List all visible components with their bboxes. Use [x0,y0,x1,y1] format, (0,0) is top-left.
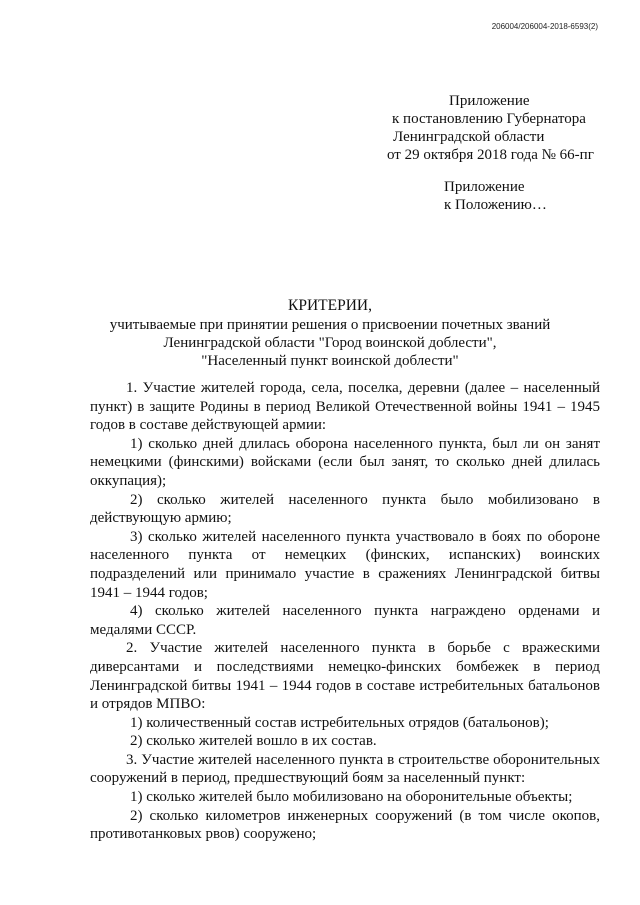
appendix-line: Приложение [444,179,525,195]
document-title [60,297,600,370]
approval-line: Приложение [449,93,530,109]
appendix-line: к Положению… [444,197,547,213]
appendix-block [444,178,547,214]
paragraph: 4) сколько жителей населенного пункта награждено орденами и медалями СССР. [90,603,600,638]
approval-block [387,92,594,164]
paragraph: 2) сколько жителей населенного пункта было мобилизовано в действующую армию; [90,491,600,527]
title-subline: учитываемые при принятии решения о присвоении почетных званий [109,317,551,333]
title-subline: "Населенный пункт воинской доблести" [201,353,459,369]
paragraph: 2. Участие жителей населенного пункта в борьбе с вражескими диверсантами и последствиями немецко-финских бомбежек в период Ленинградской битвы 1941 – 1944 годов в составе истребительных батальонов и отрядов МПВО: [90,640,600,713]
paragraph: 1) сколько жителей было мобилизовано на оборонительные объекты; [130,789,573,806]
approval-line: Ленинградской области [393,129,545,145]
title-heading: КРИТЕРИИ, [288,297,372,314]
paragraph: 2) сколько жителей вошло в их состав. [130,733,377,750]
document-number: 206004/206004-2018-6593(2) [491,22,598,31]
approval-line: к постановлению Губернатора [392,111,586,127]
document-body [90,379,600,844]
paragraph: 1. Участие жителей города, села, поселка, деревни (далее – населенный пункт) в защите Родины в период Великой Отечественной войны 1941 – 1945 годов в составе действующей армии: [90,380,600,434]
approval-line: от 29 октября 2018 года № 66-пг [387,147,594,163]
paragraph: 3) сколько жителей населенного пункта участвовало в боях по обороне населенного пункта от немецких (финских, испанских) воинских подразделений или принимало участие в сражениях Ленинградской битвы 1941 – 1944 годов; [90,528,600,601]
paragraph: 1) количественный состав истребительных отрядов (батальонов); [130,714,549,731]
paragraph: 2) сколько километров инженерных сооружений (в том числе окопов, противотанковых рвов) сооружено; [90,807,600,843]
paragraph: 3. Участие жителей населенного пункта в строительстве оборонительных сооружений в период, предшествующий боям за населенный пункт: [90,751,600,787]
paragraph: 1) сколько дней длилась оборона населенного пункта, был ли он занят немецкими (финскими) войсками (если был занят, то сколько дней длилась оккупация); [90,435,600,489]
title-subline: Ленинградской области "Город воинской доблести", [163,335,497,351]
